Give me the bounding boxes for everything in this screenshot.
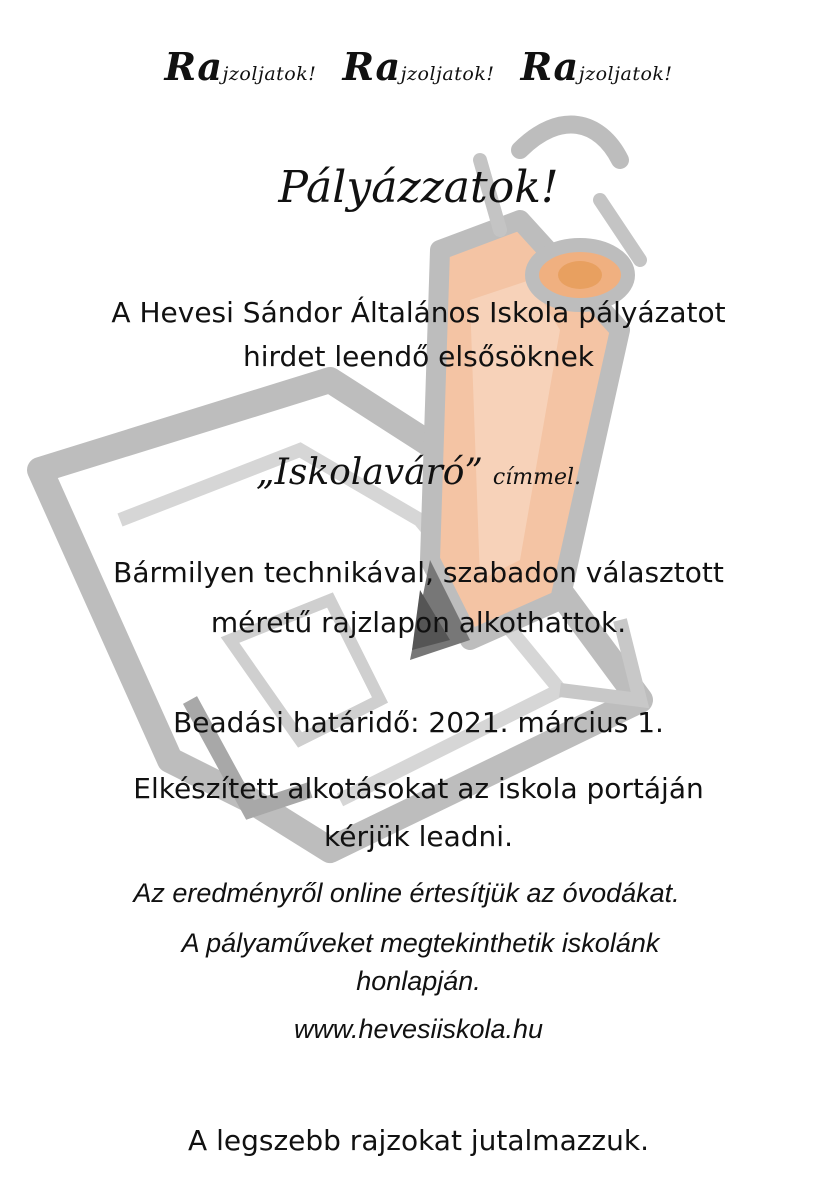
header-item — [164, 44, 316, 89]
poster-title: Pályázzatok! — [278, 162, 559, 213]
header-big-letters: Ra — [520, 44, 579, 89]
contest-name: „Iskolaváró” — [255, 452, 483, 493]
header-small-letters: jzoljatok! — [222, 63, 317, 85]
header-row — [0, 44, 837, 89]
contest-suffix: címmel. — [492, 465, 582, 490]
intro-line-1: A Hevesi Sándor Általános Iskola pályázatot — [111, 296, 726, 329]
contest-title — [0, 452, 837, 493]
results-line-2: A pályaműveket megtekinthetik iskolánk — [181, 928, 660, 958]
header-item — [343, 44, 495, 89]
header-small-letters: jzoljatok! — [578, 63, 673, 85]
header-big-letters: Ra — [342, 44, 401, 89]
technique-line-1: Bármilyen technikával, szabadon választott — [113, 556, 724, 589]
header-item — [521, 44, 673, 89]
deadline-text: Beadási határidő: 2021. március 1. — [173, 706, 664, 739]
submission-line-1: Elkészített alkotásokat az iskola portáján — [133, 772, 704, 805]
closing-text: A legszebb rajzokat jutalmazzuk. — [188, 1124, 649, 1157]
submission-line-2: kérjük leadni. — [324, 820, 513, 853]
header-small-letters: jzoljatok! — [400, 63, 495, 85]
header-big-letters: Ra — [164, 44, 223, 89]
intro-line-2: hirdet leendő elsősöknek — [242, 340, 595, 373]
website-link[interactable]: www.hevesiiskola.hu — [293, 1014, 544, 1044]
results-line-1: Az eredményről online értesítjük az óvodákat. — [133, 878, 680, 908]
results-line-3: honlapján. — [356, 966, 481, 996]
technique-line-2: méretű rajzlapon alkothattok. — [210, 606, 627, 639]
